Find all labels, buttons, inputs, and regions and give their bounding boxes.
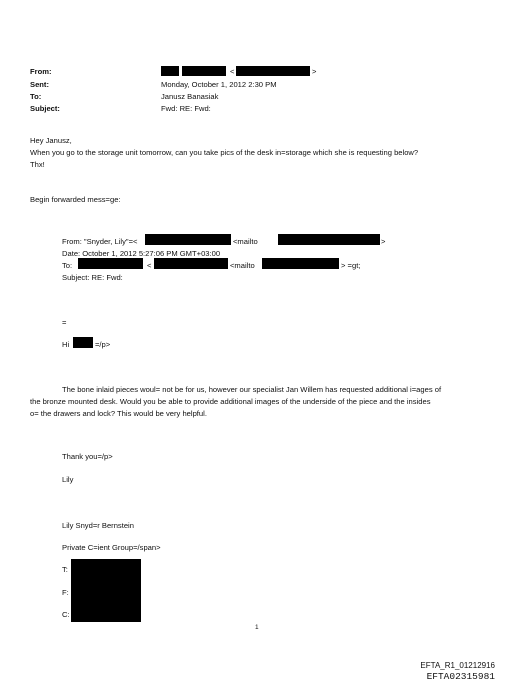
- fwd-from-prefix: From: "Snyder, Lily"=<: [62, 237, 138, 246]
- page-number: 1: [255, 624, 259, 631]
- sender-name: Lily: [62, 475, 74, 484]
- paragraph-line-2: the bronze mounted desk. Would you be able to provide additional images of the underside of the piece and the insides: [30, 397, 431, 406]
- subject-value: Fwd: RE: Fwd:: [161, 104, 211, 113]
- forwarded-line: Begin forwarded mess=ge:: [30, 195, 121, 204]
- redaction-from-name-2: [182, 66, 226, 76]
- request-line: When you go to the storage unit tomorrow, can you take pics of the desk in=storage which she is requesting below?: [30, 148, 419, 157]
- sent-value: Monday, October 1, 2012 2:30 PM: [161, 80, 277, 89]
- redaction-fwd-from-email: [145, 234, 231, 245]
- redaction-fwd-to-mailto: [262, 258, 339, 269]
- paragraph-line-1: The bone inlaid pieces woul= not be for us, however our specialist Jan Willem has requested additional i=ages of: [62, 385, 442, 394]
- redaction-fwd-from-mailto: [278, 234, 380, 245]
- hi-suffix: =/p>: [95, 340, 111, 349]
- from-label: From:: [30, 67, 52, 76]
- hi-prefix: Hi: [62, 340, 70, 349]
- signature-group: Private C=ient Group=/span>: [62, 543, 161, 552]
- fwd-to-mailto: <mailto: [230, 261, 255, 270]
- redaction-phone-numbers: [71, 559, 141, 622]
- redaction-fwd-to-email: [154, 258, 228, 269]
- subject-label: Subject:: [30, 104, 60, 113]
- paragraph-line-3: o= the drawers and lock? This would be very helpful.: [30, 409, 207, 418]
- redaction-from-email: [236, 66, 310, 76]
- t-label: T:: [62, 565, 68, 574]
- thank-you: Thank you=/p>: [62, 452, 113, 461]
- greeting: Hey Janusz,: [30, 136, 72, 145]
- fwd-subject: Subject: RE: Fwd:: [62, 273, 123, 282]
- signature-name: Lily Snyd=r Bernstein: [62, 521, 134, 530]
- equals-line: =: [62, 318, 67, 327]
- fwd-from-end: >: [381, 237, 386, 246]
- redaction-hi-name: [73, 337, 93, 348]
- from-lt: <: [230, 67, 235, 76]
- fwd-to-end: > =gt;: [341, 261, 361, 270]
- redaction-from-name-1: [161, 66, 179, 76]
- fwd-to-lt: <: [147, 261, 152, 270]
- reference-2: EFTA02315981: [426, 671, 495, 682]
- thx-line: Thx!: [30, 160, 45, 169]
- c-label: C:: [62, 610, 70, 619]
- fwd-date: Date: October 1, 2012 5:27:06 PM GMT+03:00: [62, 249, 221, 258]
- to-label: To:: [30, 92, 42, 101]
- reference-1: EFTA_R1_01212916: [420, 661, 495, 670]
- from-gt: >: [312, 67, 317, 76]
- sent-label: Sent:: [30, 80, 49, 89]
- fwd-to-prefix: To:: [62, 261, 73, 270]
- fwd-from-mailto: <mailto: [233, 237, 258, 246]
- f-label: F:: [62, 588, 69, 597]
- to-value: Janusz Banasiak: [161, 92, 219, 101]
- redaction-fwd-to-name: [78, 258, 143, 269]
